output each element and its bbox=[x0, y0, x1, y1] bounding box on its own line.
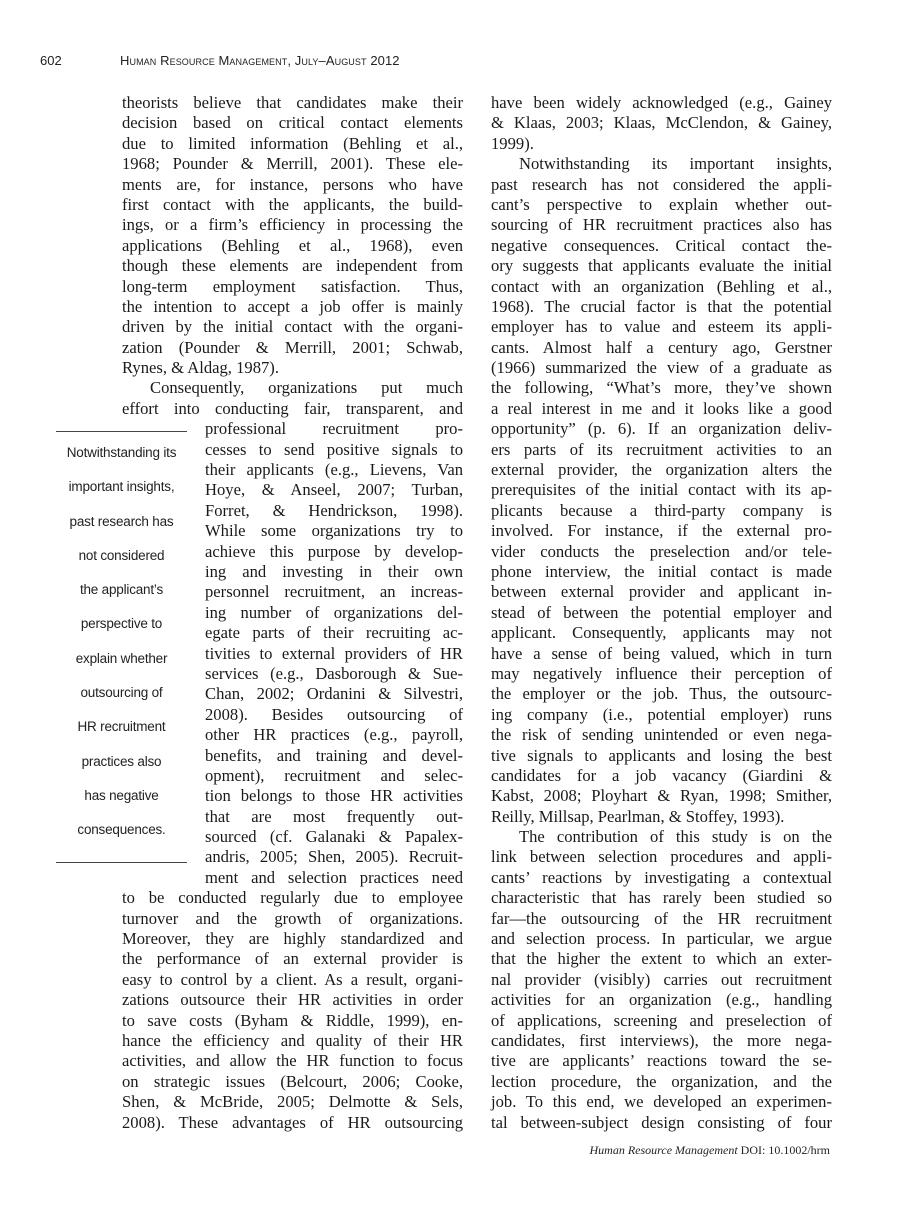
text-line: a real interest in me and it looks like a good bbox=[491, 398, 832, 418]
text-line: first contact with the applicants, the build- bbox=[122, 194, 463, 214]
text-line: long-term employment satisfaction. Thus, bbox=[122, 276, 463, 296]
text-line: Kabst, 2008; Ployhart & Ryan, 1998; Smither, bbox=[491, 786, 832, 806]
footer-doi: DOI: 10.1002/hrm bbox=[737, 1143, 830, 1157]
text-line: though these elements are independent from bbox=[122, 256, 463, 276]
text-line: 1968). The crucial factor is that the potential bbox=[491, 296, 832, 316]
text-line: of applications, screening and preselection of bbox=[491, 1010, 832, 1030]
text-line: stead of between the potential employer and bbox=[491, 602, 832, 622]
text-line: that are most frequently out- bbox=[205, 806, 463, 826]
text-line: to be conducted regularly due to employee bbox=[122, 888, 463, 908]
text-line: applicant. Consequently, applicants may not bbox=[491, 623, 832, 643]
text-line: sourced (cf. Galanaki & Papalex- bbox=[205, 827, 463, 847]
text-line: & Klaas, 2003; Klaas, McClendon, & Gainey, bbox=[491, 113, 832, 133]
text-line: ments are, for instance, persons who have bbox=[122, 174, 463, 194]
pull-quote-line: the applicant’s bbox=[79, 582, 164, 598]
text-line: due to limited information (Behling et al., bbox=[122, 133, 463, 153]
text-line: theorists believe that candidates make their bbox=[122, 93, 463, 112]
text-line: plicants because a third-party company is bbox=[491, 500, 832, 520]
text-line: 1999). bbox=[491, 133, 534, 153]
pull-quote-line: has negative bbox=[84, 787, 159, 803]
text-line: (1966) summarized the view of a graduate as bbox=[491, 358, 832, 378]
text-line: Chan, 2002; Ordanini & Silvestri, bbox=[205, 684, 463, 704]
text-line: ing and investing in their own bbox=[205, 561, 463, 581]
text-line: contact with an organization (Behling et al., bbox=[491, 276, 832, 296]
pull-quote-text bbox=[56, 436, 187, 848]
pull-quote-line: not considered bbox=[78, 547, 165, 563]
footer-journal-name: Human Resource Management bbox=[589, 1143, 738, 1157]
text-line: the employer or the job. Thus, the outsourc- bbox=[491, 684, 832, 704]
text-line: tal between-subject design consisting of four bbox=[491, 1112, 832, 1132]
text-line: other HR practices (e.g., payroll, bbox=[205, 725, 463, 745]
text-line: far—the outsourcing of the HR recruitment bbox=[491, 908, 832, 928]
text-line: link between selection procedures and appli- bbox=[491, 847, 832, 867]
pull-quote-line: important insights, bbox=[68, 479, 175, 495]
pull-quote bbox=[56, 431, 187, 848]
text-line: tivities to external providers of HR bbox=[205, 643, 463, 663]
text-line: hance the efficiency and quality of their HR bbox=[122, 1030, 463, 1050]
text-line: Forret, & Hendrickson, 1998). bbox=[205, 500, 463, 520]
text-line: effort into conducting fair, transparent, and bbox=[122, 398, 463, 418]
text-line: ing company (i.e., potential employer) runs bbox=[491, 704, 832, 724]
text-line: tive signals to applicants and losing the best bbox=[491, 745, 832, 765]
pull-quote-line: perspective to bbox=[80, 616, 163, 632]
pull-quote-line: Notwithstanding its bbox=[66, 445, 177, 460]
text-line: involved. For instance, if the external pro- bbox=[491, 521, 832, 541]
text-line: past research has not considered the appli- bbox=[491, 174, 832, 194]
pull-quote-line: explain whether bbox=[75, 650, 168, 666]
page-footer bbox=[589, 1143, 830, 1158]
journal-title-header: Human Resource Management, July–August 2012 bbox=[120, 53, 400, 68]
pull-quote-line: practices also bbox=[81, 753, 162, 769]
text-line: andris, 2005; Shen, 2005). Recruit- bbox=[205, 847, 463, 867]
text-line: applications (Behling et al., 1968), even bbox=[122, 235, 463, 255]
text-line: activities for an organization (e.g., handling bbox=[491, 990, 832, 1010]
text-line: sourcing of HR recruitment practices also has bbox=[491, 215, 832, 235]
text-line: Hoye, & Anseel, 2007; Turban, bbox=[205, 480, 463, 500]
text-line: negative consequences. Critical contact the- bbox=[491, 235, 832, 255]
text-line: candidates, first interviews), the more nega- bbox=[491, 1030, 832, 1050]
text-line: professional recruitment pro- bbox=[205, 419, 463, 439]
text-line: ment and selection practices need bbox=[205, 867, 463, 887]
text-line: 2008). These advantages of HR outsourcing bbox=[122, 1112, 463, 1132]
text-line: opportunity” (p. 6). If an organization deliv- bbox=[491, 419, 832, 439]
text-line: easy to control by a client. As a result, organi- bbox=[122, 969, 463, 989]
right-column bbox=[491, 93, 832, 1133]
text-line: nal provider (visibly) carries out recruitment bbox=[491, 969, 832, 989]
text-line: to save costs (Byham & Riddle, 1999), en- bbox=[122, 1010, 463, 1030]
text-line: zation (Pounder & Merrill, 2001; Schwab, bbox=[122, 337, 463, 357]
text-line: that the higher the extent to which an exter- bbox=[491, 949, 832, 969]
text-line: activities, and allow the HR function to focus bbox=[122, 1051, 463, 1071]
text-line: tive are applicants’ reactions toward the se- bbox=[491, 1051, 832, 1071]
text-line: vider conducts the preselection and/or tele- bbox=[491, 541, 832, 561]
text-line: zations outsource their HR activities in order bbox=[122, 990, 463, 1010]
text-line: on strategic issues (Belcourt, 2006; Cooke, bbox=[122, 1071, 463, 1091]
text-line: While some organizations try to bbox=[205, 521, 463, 541]
text-line: the following, “What’s more, they’ve shown bbox=[491, 378, 832, 398]
text-line: egate parts of their recruiting ac- bbox=[205, 623, 463, 643]
pull-quote-line: consequences. bbox=[77, 822, 166, 838]
text-line: decision based on critical contact elements bbox=[122, 113, 463, 133]
text-line: candidates for a job vacancy (Giardini & bbox=[491, 765, 832, 785]
text-line: their applicants (e.g., Lievens, Van bbox=[205, 460, 463, 480]
text-line: and selection process. In particular, we argue bbox=[491, 929, 832, 949]
text-line: 1968; Pounder & Merrill, 2001). These ele- bbox=[122, 154, 463, 174]
text-line: cesses to send positive signals to bbox=[205, 439, 463, 459]
text-line: ory suggests that applicants evaluate the initial bbox=[491, 256, 832, 276]
pull-quote-line: HR recruitment bbox=[77, 719, 166, 735]
text-line: Reilly, Millsap, Pearlman, & Stoffey, 1993). bbox=[491, 806, 785, 826]
text-line: phone interview, the initial contact is made bbox=[491, 561, 832, 581]
text-line: cant’s perspective to explain whether out- bbox=[491, 194, 832, 214]
text-line: ing number of organizations del- bbox=[205, 602, 463, 622]
paragraph-start-line: Consequently, organizations put much bbox=[150, 378, 463, 398]
text-line: the performance of an external provider is bbox=[122, 949, 463, 969]
text-line: characteristic that has rarely been studied so bbox=[491, 888, 832, 908]
text-line: have been widely acknowledged (e.g., Gainey bbox=[491, 93, 832, 112]
text-line: opment), recruitment and selec- bbox=[205, 765, 463, 785]
text-line: cants. Almost half a century ago, Gerstner bbox=[491, 337, 832, 357]
text-line: tion belongs to those HR activities bbox=[205, 786, 463, 806]
pull-quote-bottom-rule bbox=[56, 862, 187, 863]
text-line: benefits, and training and devel- bbox=[205, 745, 463, 765]
text-line: between external provider and applicant in- bbox=[491, 582, 832, 602]
text-line: job. To this end, we developed an experimen- bbox=[491, 1092, 832, 1112]
text-line: turnover and the growth of organizations. bbox=[122, 908, 463, 928]
text-line: services (e.g., Dasborough & Sue- bbox=[205, 663, 463, 683]
text-line: external provider, the organization alters the bbox=[491, 460, 832, 480]
page-number: 602 bbox=[40, 53, 62, 68]
pull-quote-top-rule bbox=[56, 431, 187, 432]
paragraph-start-line: The contribution of this study is on the bbox=[519, 827, 832, 847]
text-line: lection procedure, the organization, and the bbox=[491, 1071, 832, 1091]
text-line: driven by the initial contact with the organi- bbox=[122, 317, 463, 337]
text-line: the intention to accept a job offer is mainly bbox=[122, 296, 463, 316]
paragraph-start-line: Notwithstanding its important insights, bbox=[519, 154, 832, 174]
text-line: prerequisites of the initial contact with its ap- bbox=[491, 480, 832, 500]
pull-quote-line: outsourcing of bbox=[80, 685, 163, 701]
text-line: Moreover, they are highly standardized and bbox=[122, 929, 463, 949]
text-line: employer has to value and esteem its appli- bbox=[491, 317, 832, 337]
text-line: Shen, & McBride, 2005; Delmotte & Sels, bbox=[122, 1092, 463, 1112]
text-line: personnel recruitment, an increas- bbox=[205, 582, 463, 602]
text-line: achieve this purpose by develop- bbox=[205, 541, 463, 561]
text-line: the risk of sending unintended or even nega- bbox=[491, 725, 832, 745]
text-line: have a sense of being valued, which in turn bbox=[491, 643, 832, 663]
text-line: Rynes, & Aldag, 1987). bbox=[122, 358, 279, 378]
text-line: may negatively influence their perception of bbox=[491, 663, 832, 683]
text-line: cants’ reactions by investigating a contextual bbox=[491, 867, 832, 887]
text-line: 2008). Besides outsourcing of bbox=[205, 704, 463, 724]
text-line: ers parts of its recruitment activities to an bbox=[491, 439, 832, 459]
text-line: ings, or a firm’s efficiency in processing the bbox=[122, 215, 463, 235]
pull-quote-line: past research has bbox=[69, 513, 174, 529]
